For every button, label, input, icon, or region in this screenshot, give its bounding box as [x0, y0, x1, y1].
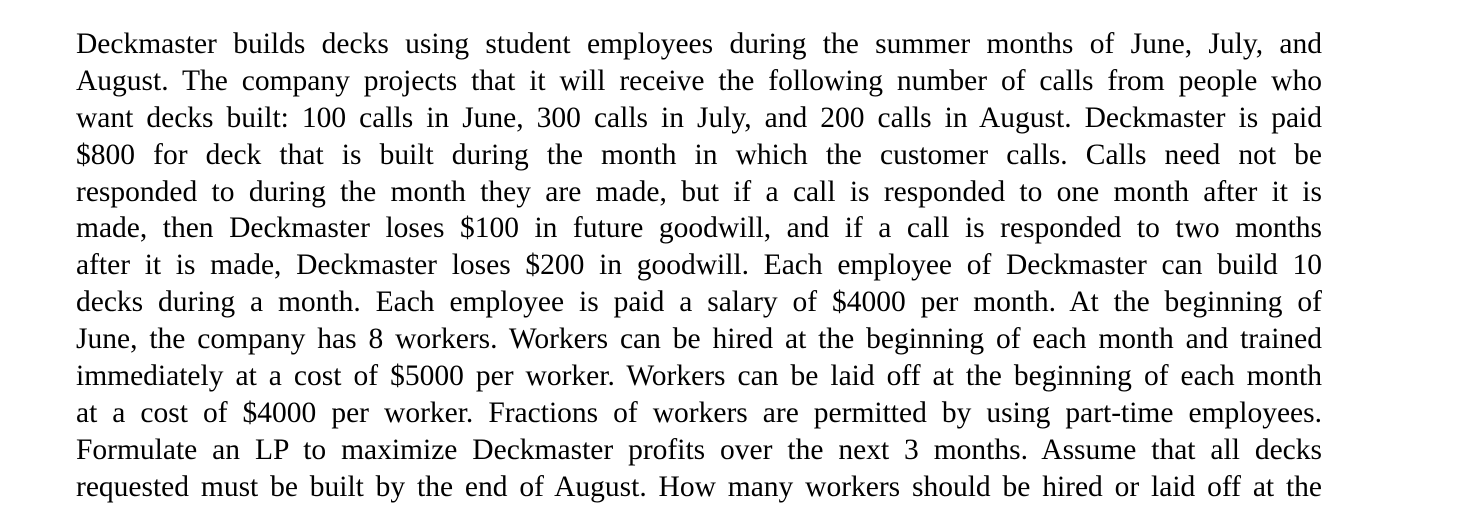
text-line: responded to during the month they are made, but if a call is responded to one month after it is — [76, 175, 1322, 208]
text-line: decks during a month. Each employee is paid a salary of $4000 per month. At the beginning of — [76, 286, 1322, 319]
text-line: August. The company projects that it will receive the following number of calls from people who — [76, 64, 1322, 97]
text-line: after it is made, Deckmaster loses $200 in goodwill. Each employee of Deckmaster can build 10 — [76, 249, 1322, 282]
text-line: June, the company has 8 workers. Workers can be hired at the beginning of each month and trained — [76, 323, 1322, 356]
text-line: Deckmaster builds decks using student employees during the summer months of June, July, and — [76, 28, 1322, 60]
text-line: made, then Deckmaster loses $100 in future goodwill, and if a call is responded to two months — [76, 212, 1322, 245]
text-line: want decks built: 100 calls in June, 300 calls in July, and 200 calls in August. Deckmaster is paid — [76, 101, 1322, 134]
text-line: at a cost of $4000 per worker. Fractions of workers are permitted by using part-time employees. — [76, 396, 1322, 429]
problem-text — [76, 26, 1322, 506]
text-line: requested must be built by the end of August. How many workers should be hired or laid off at the — [76, 470, 1322, 503]
text-line: Formulate an LP to maximize Deckmaster profits over the next 3 months. Assume that all decks — [76, 433, 1322, 466]
text-line: $800 for deck that is built during the month in which the customer calls. Calls need not be — [76, 138, 1322, 171]
text-line: immediately at a cost of $5000 per worker. Workers can be laid off at the beginning of each month — [76, 360, 1322, 393]
